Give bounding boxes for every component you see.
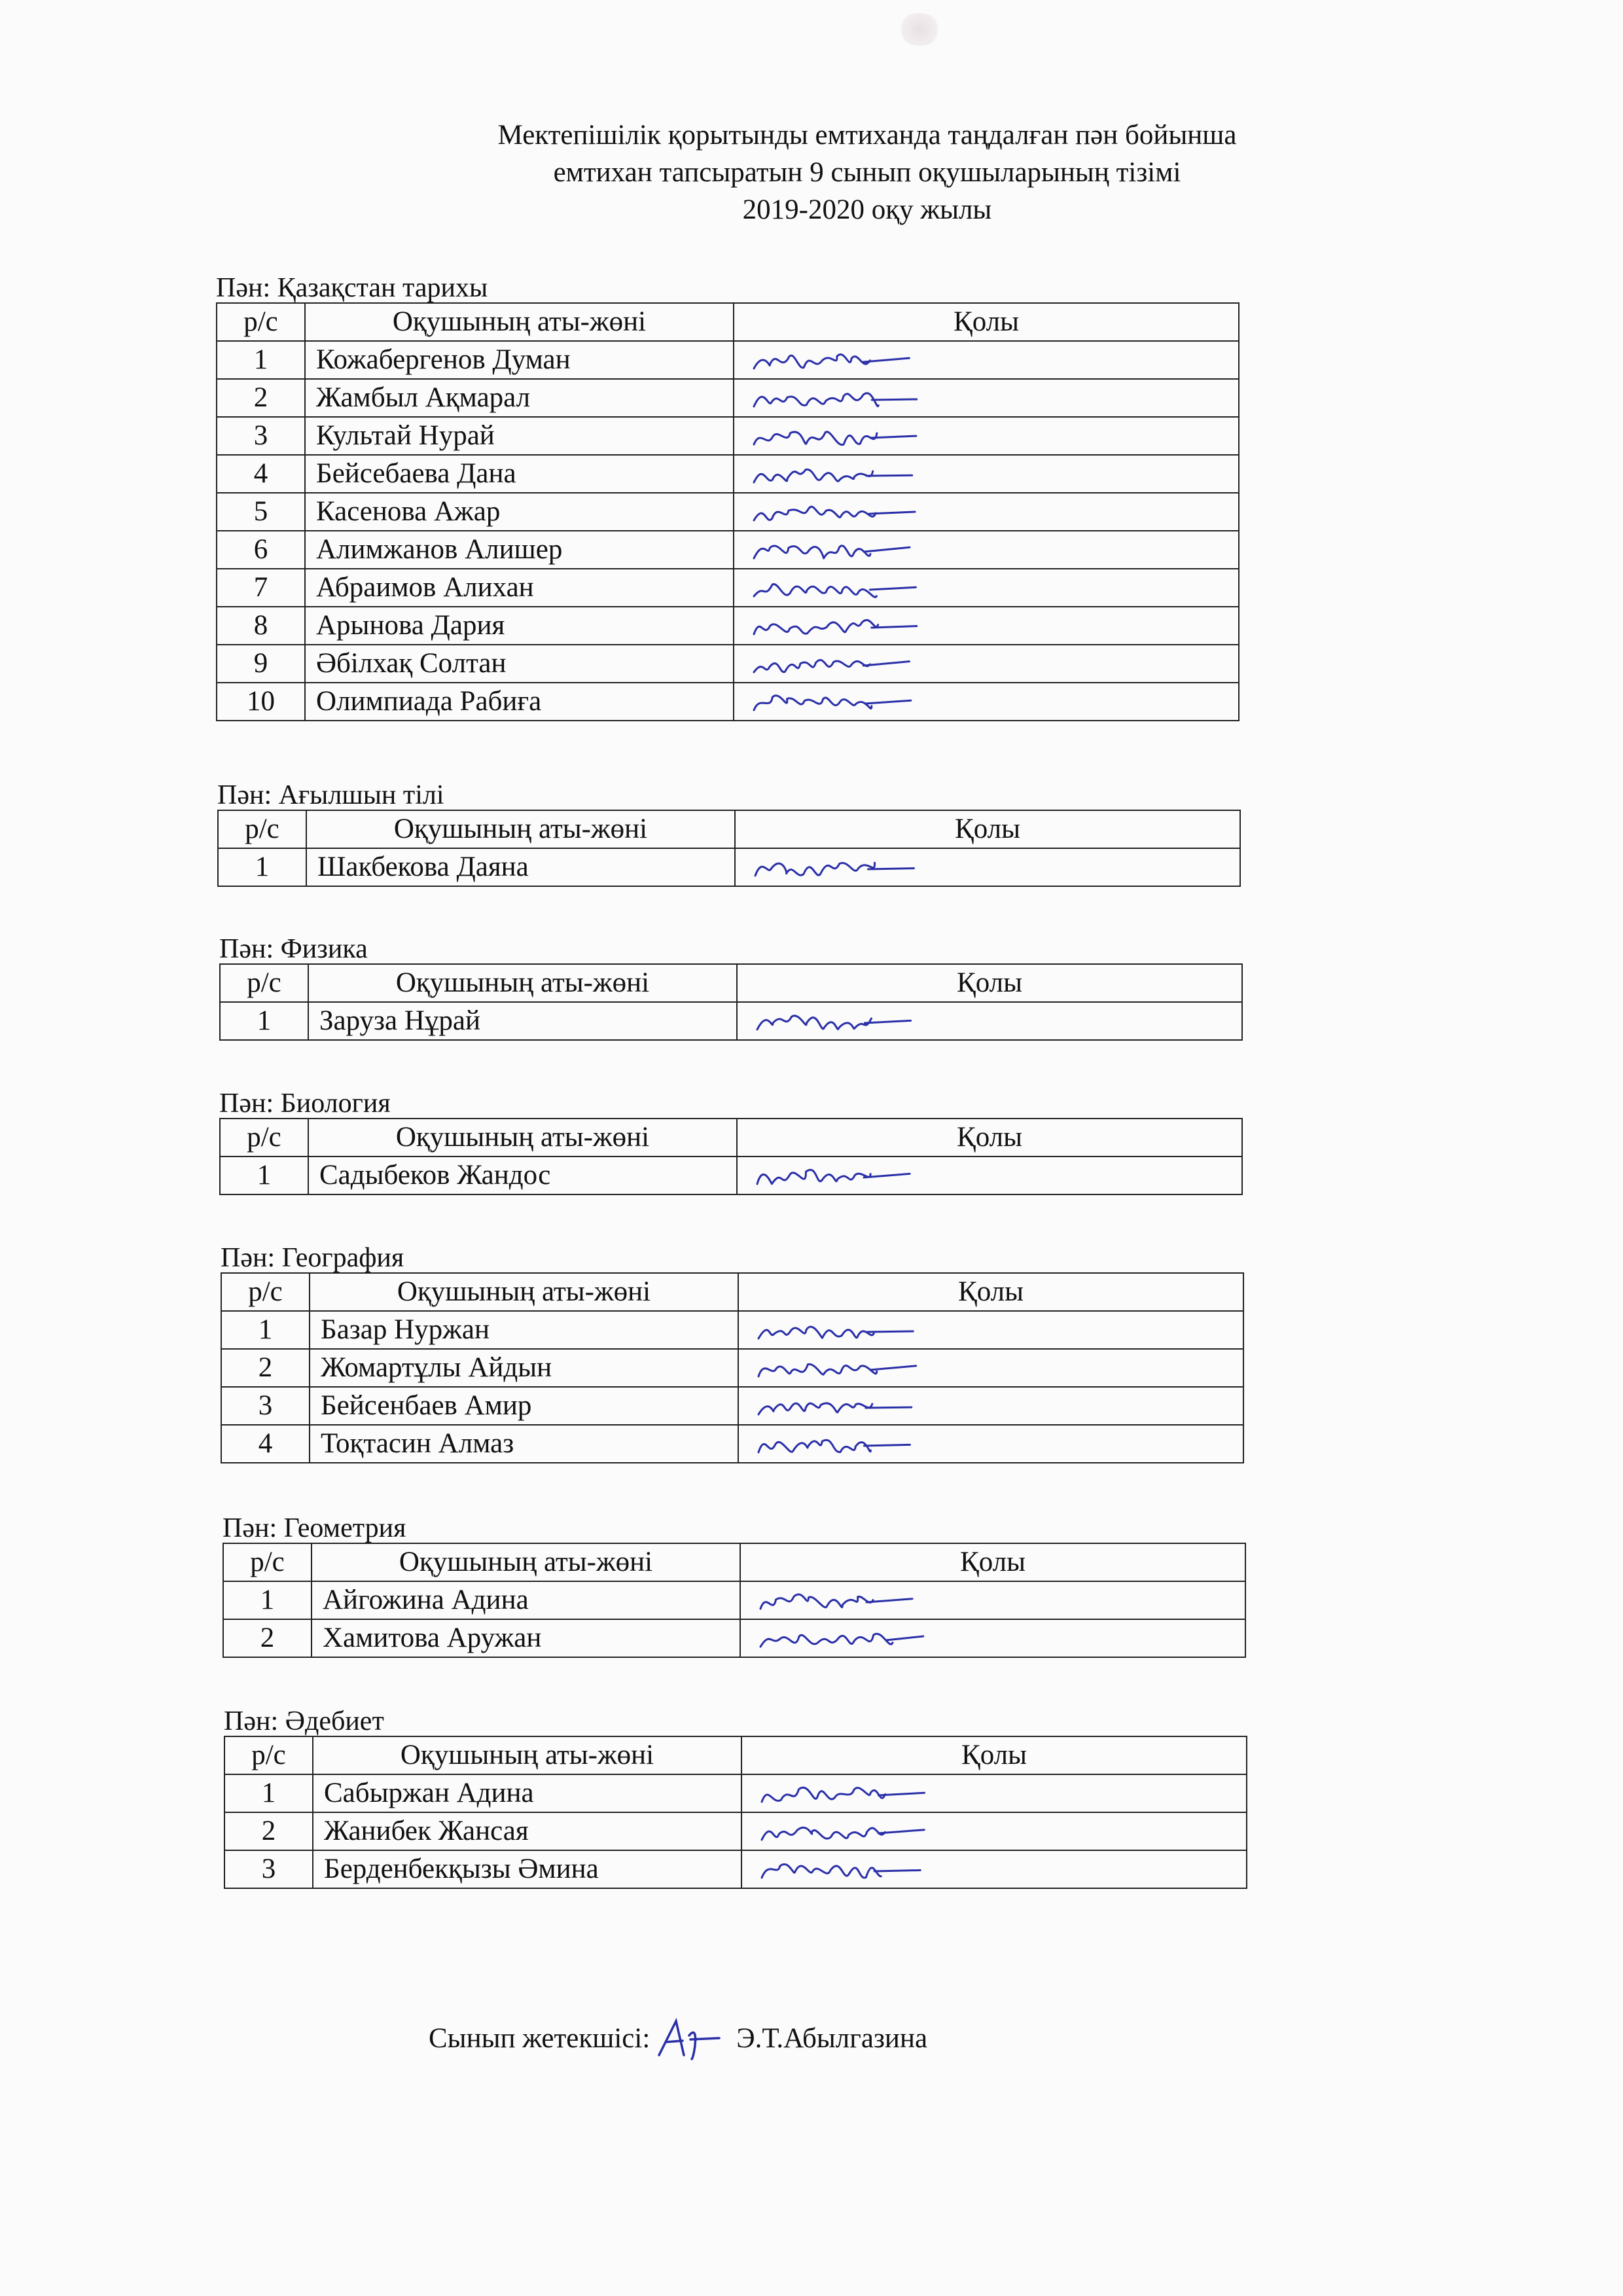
table-row bbox=[221, 1311, 1243, 1349]
table-header-row bbox=[220, 964, 1242, 1002]
header-signature: Қолы bbox=[737, 964, 1242, 1002]
table-row bbox=[224, 1850, 1247, 1888]
signature-cell bbox=[740, 1581, 1245, 1619]
student-table bbox=[217, 810, 1241, 887]
signature-cell bbox=[734, 569, 1239, 607]
student-table bbox=[221, 1272, 1244, 1463]
student-name: Айгожина Адина bbox=[312, 1581, 740, 1619]
signature-cell bbox=[734, 607, 1239, 645]
table-row bbox=[217, 569, 1239, 607]
class-teacher-name: Э.Т.Абылгазина bbox=[736, 2023, 928, 2054]
signature-cell bbox=[738, 1349, 1243, 1387]
student-signature bbox=[752, 1312, 922, 1348]
header-number: р/с bbox=[220, 964, 308, 1002]
student-signature bbox=[755, 1852, 925, 1887]
header-signature: Қолы bbox=[740, 1543, 1245, 1581]
student-table bbox=[216, 302, 1240, 721]
title-line-2: емтихан тапсыратын 9 сынып оқушыларының тізімі bbox=[553, 157, 1181, 188]
signature-cell bbox=[734, 645, 1239, 683]
row-number: 1 bbox=[220, 1002, 308, 1040]
student-name: Арынова Дария bbox=[305, 607, 734, 645]
row-number: 10 bbox=[217, 683, 305, 721]
table-row bbox=[217, 379, 1239, 417]
student-signature bbox=[747, 608, 918, 643]
row-number: 1 bbox=[221, 1311, 310, 1349]
student-signature bbox=[752, 1350, 922, 1386]
signature-cell bbox=[734, 531, 1239, 569]
title-line-1: Мектепішілік қорытынды емтиханда таңдалған пән бойынша bbox=[497, 120, 1237, 151]
header-number: р/с bbox=[223, 1543, 312, 1581]
student-signature bbox=[747, 684, 918, 719]
row-number: 4 bbox=[217, 455, 305, 493]
teacher-signature bbox=[654, 2016, 732, 2062]
student-name: Әбілхақ Солтан bbox=[305, 645, 734, 683]
footer-signature-line bbox=[429, 2016, 927, 2062]
student-name: Кожабергенов Думан bbox=[305, 341, 734, 379]
student-table bbox=[224, 1736, 1247, 1889]
row-number: 1 bbox=[223, 1581, 312, 1619]
student-signature bbox=[755, 1776, 925, 1811]
header-number: р/с bbox=[224, 1736, 313, 1774]
row-number: 3 bbox=[217, 417, 305, 455]
row-number: 1 bbox=[224, 1774, 313, 1812]
student-signature bbox=[747, 532, 918, 567]
header-signature: Қолы bbox=[738, 1273, 1243, 1311]
row-number: 1 bbox=[218, 848, 306, 886]
table-row bbox=[224, 1774, 1247, 1812]
table-row bbox=[224, 1812, 1247, 1850]
header-student-name: Оқушының аты-жөні bbox=[306, 810, 735, 848]
row-number: 7 bbox=[217, 569, 305, 607]
table-row bbox=[221, 1387, 1243, 1425]
subject-section bbox=[216, 274, 1240, 721]
student-name: Шакбекова Даяна bbox=[306, 848, 735, 886]
table-header-row bbox=[223, 1543, 1245, 1581]
student-signature bbox=[747, 494, 918, 529]
student-name: Жомартұлы Айдын bbox=[310, 1349, 738, 1387]
table-row bbox=[217, 531, 1239, 569]
header-student-name: Оқушының аты-жөні bbox=[305, 303, 734, 341]
subject-section bbox=[219, 935, 1243, 1041]
student-signature bbox=[747, 646, 918, 681]
subject-heading: Пән: Биология bbox=[219, 1088, 391, 1119]
student-name: Бейсебаева Дана bbox=[305, 455, 734, 493]
header-signature: Қолы bbox=[737, 1119, 1242, 1157]
table-row bbox=[223, 1619, 1245, 1657]
student-signature bbox=[749, 850, 919, 885]
table-row bbox=[220, 1157, 1242, 1194]
header-signature: Қолы bbox=[741, 1736, 1247, 1774]
student-signature bbox=[747, 456, 918, 492]
student-name: Абраимов Алихан bbox=[305, 569, 734, 607]
row-number: 3 bbox=[221, 1387, 310, 1425]
signature-cell bbox=[735, 848, 1240, 886]
table-row bbox=[217, 645, 1239, 683]
subject-heading: Пән: Ағылшын тілі bbox=[217, 780, 444, 810]
student-name: Олимпиада Рабиға bbox=[305, 683, 734, 721]
row-number: 8 bbox=[217, 607, 305, 645]
table-row bbox=[223, 1581, 1245, 1619]
table-row bbox=[220, 1002, 1242, 1040]
student-signature bbox=[751, 1158, 921, 1193]
student-signature bbox=[754, 1583, 924, 1618]
student-name: Тоқтасин Алмаз bbox=[310, 1425, 738, 1463]
student-name: Культай Нурай bbox=[305, 417, 734, 455]
subject-section bbox=[224, 1707, 1247, 1889]
subject-heading: Пән: География bbox=[221, 1243, 404, 1273]
student-signature bbox=[752, 1426, 922, 1462]
row-number: 9 bbox=[217, 645, 305, 683]
signature-cell bbox=[741, 1774, 1247, 1812]
student-signature bbox=[754, 1621, 924, 1656]
student-name: Базар Нуржан bbox=[310, 1311, 738, 1349]
signature-cell bbox=[741, 1850, 1247, 1888]
subject-heading: Пән: Қазақстан тарихы bbox=[216, 273, 488, 303]
document-title bbox=[0, 117, 1623, 228]
row-number: 4 bbox=[221, 1425, 310, 1463]
signature-cell bbox=[734, 493, 1239, 531]
student-signature bbox=[755, 1814, 925, 1849]
table-row bbox=[217, 341, 1239, 379]
table-header-row bbox=[220, 1119, 1242, 1157]
table-row bbox=[217, 607, 1239, 645]
row-number: 2 bbox=[224, 1812, 313, 1850]
table-row bbox=[221, 1349, 1243, 1387]
header-student-name: Оқушының аты-жөні bbox=[313, 1736, 741, 1774]
row-number: 1 bbox=[217, 341, 305, 379]
row-number: 6 bbox=[217, 531, 305, 569]
signature-cell bbox=[734, 455, 1239, 493]
subject-heading: Пән: Геометрия bbox=[223, 1513, 406, 1543]
student-table bbox=[223, 1543, 1246, 1658]
row-number: 3 bbox=[224, 1850, 313, 1888]
student-name: Жанибек Жансая bbox=[313, 1812, 741, 1850]
table-header-row bbox=[217, 303, 1239, 341]
table-row bbox=[217, 417, 1239, 455]
signature-cell bbox=[738, 1387, 1243, 1425]
subject-section bbox=[219, 1089, 1243, 1195]
student-table bbox=[219, 1118, 1243, 1195]
signature-cell bbox=[740, 1619, 1245, 1657]
table-row bbox=[221, 1425, 1243, 1463]
student-name: Хамитова Аружан bbox=[312, 1619, 740, 1657]
signature-cell bbox=[734, 417, 1239, 455]
student-name: Сабыржан Адина bbox=[313, 1774, 741, 1812]
student-table bbox=[219, 963, 1243, 1041]
student-name: Жамбыл Ақмарал bbox=[305, 379, 734, 417]
title-line-3: 2019-2020 оқу жылы bbox=[742, 194, 992, 225]
student-name: Алимжанов Алишер bbox=[305, 531, 734, 569]
header-student-name: Оқушының аты-жөні bbox=[310, 1273, 738, 1311]
row-number: 1 bbox=[220, 1157, 308, 1194]
student-signature bbox=[747, 342, 918, 378]
row-number: 2 bbox=[223, 1619, 312, 1657]
header-student-name: Оқушының аты-жөні bbox=[312, 1543, 740, 1581]
signature-cell bbox=[734, 341, 1239, 379]
subject-section bbox=[223, 1514, 1246, 1658]
subject-section bbox=[217, 781, 1241, 887]
student-signature bbox=[752, 1388, 922, 1424]
header-signature: Қолы bbox=[734, 303, 1239, 341]
header-number: р/с bbox=[217, 303, 305, 341]
header-number: р/с bbox=[221, 1273, 310, 1311]
table-header-row bbox=[224, 1736, 1247, 1774]
row-number: 2 bbox=[217, 379, 305, 417]
header-number: р/с bbox=[220, 1119, 308, 1157]
signature-cell bbox=[734, 379, 1239, 417]
student-name: Бейсенбаев Амир bbox=[310, 1387, 738, 1425]
signature-cell bbox=[738, 1311, 1243, 1349]
subject-heading: Пән: Әдебиет bbox=[224, 1706, 384, 1736]
student-name: Садыбеков Жандос bbox=[308, 1157, 737, 1194]
student-name: Берденбекқызы Әмина bbox=[313, 1850, 741, 1888]
signature-cell bbox=[737, 1002, 1242, 1040]
signature-cell bbox=[734, 683, 1239, 721]
student-signature bbox=[747, 570, 918, 605]
signature-cell bbox=[738, 1425, 1243, 1463]
row-number: 5 bbox=[217, 493, 305, 531]
student-signature bbox=[747, 418, 918, 454]
signature-cell bbox=[741, 1812, 1247, 1850]
table-row bbox=[217, 455, 1239, 493]
class-teacher-label: Сынып жетекшісі: bbox=[429, 2023, 651, 2054]
signature-cell bbox=[737, 1157, 1242, 1194]
paper-smudge bbox=[897, 13, 942, 46]
table-header-row bbox=[218, 810, 1240, 848]
header-number: р/с bbox=[218, 810, 306, 848]
table-header-row bbox=[221, 1273, 1243, 1311]
student-signature bbox=[747, 380, 918, 416]
student-name: Касенова Ажар bbox=[305, 493, 734, 531]
table-row bbox=[217, 493, 1239, 531]
student-name: Заруза Нұрай bbox=[308, 1002, 737, 1040]
student-signature bbox=[751, 1003, 921, 1039]
row-number: 2 bbox=[221, 1349, 310, 1387]
subject-heading: Пән: Физика bbox=[219, 934, 368, 964]
subject-section bbox=[221, 1244, 1244, 1463]
header-student-name: Оқушының аты-жөні bbox=[308, 964, 737, 1002]
table-row bbox=[218, 848, 1240, 886]
header-signature: Қолы bbox=[735, 810, 1240, 848]
table-row bbox=[217, 683, 1239, 721]
header-student-name: Оқушының аты-жөні bbox=[308, 1119, 737, 1157]
